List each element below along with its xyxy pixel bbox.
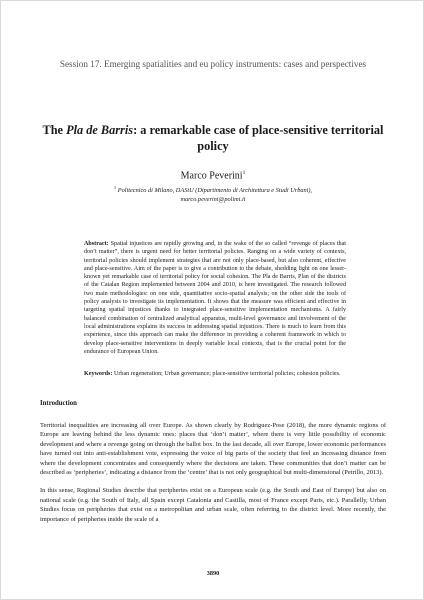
- title-italic: Pla de Barris: [66, 123, 134, 137]
- abstract: [84, 240, 346, 356]
- body-text: [40, 421, 386, 533]
- paper-title: [41, 122, 385, 154]
- title-prefix: The: [42, 123, 67, 137]
- keywords: [84, 370, 346, 378]
- abstract-label: Abstract:: [84, 241, 109, 247]
- affiliation-text: Politecnico di Milano, DAStU (Dipartimento di Architettura e Studi Urbani),: [117, 187, 313, 195]
- affiliation: [41, 184, 385, 204]
- author-name: Marco Peverini: [180, 170, 243, 182]
- author-footnote-mark: 1: [242, 170, 246, 176]
- keywords-text: Urban regeneration; Urban governance; place-sensitive territorial policies; cohesion policies.: [112, 371, 341, 377]
- keywords-label: Keywords:: [84, 371, 113, 377]
- affiliation-footnote-mark: 1: [113, 185, 117, 190]
- section-heading: Introduction: [40, 400, 77, 407]
- page-number: 3890: [206, 570, 220, 577]
- author-email[interactable]: marco.peverini@polimi.it: [180, 195, 246, 203]
- abstract-text: Spatial injustices are rapidly growing and, in the wake of the so called “revenge of places that don’t matter”, there is urgent need for better territorial policies. Ranging on a wide variety of contexts, territorial policies should implement strategies that are not only place-based, but also coherent, effective and place-sensitive. Aim of the paper is to give a contribution to the debate, shedding light on one lesser-known yet remarkable case of territorial policy for social cohesion. The Pla de Barris, Plan of the districts of the Catalan Region implemented between 2004 and 2010, is here investigated. The research followed two main methodologies: on one side, quantitative socio-spatial analysis; on the other side the tools of policy analysis to investigate its implementation. It shows that the measure was efficient and effective in targeting spatial injustices thanks to integrated place-sensitive implementation mechanisms. A fairly balanced combination of centralized analytical apparatus, multi-level governance and involvement of the local administrations explains its success in addressing spatial injustices. There is much to learn from this experience, since this approach can make the difference in providing a coherent framework in which to develop place-sensitive interventions in deeply variable local contexts, that is the crucial point for the endurance of European Union.: [84, 241, 346, 355]
- author-line: [41, 167, 385, 182]
- paragraph: Territorial inequalities are increasing all over Europe. As shown clearly by Rodriguez-Pose (2018), the more dynamic regions of Europe are leaving behind the less dynamic ones: places that ‘don’t matter’, where there is very little possibility of economic development and where a revenge going on through the ballot box. In the last decade, all over Europe, lower economic performances have turned out into anti-establishment vote, expressing the voice of big parts of the society that feel an increasing distance from where the development concentrates and consequently where the decisions are taken. These communities that don’t matter can be described as ‘peripheries’, indicating a distance from the ‘centre’ that is not only geographical but multi-dimensional (Petrillo, 2013).: [40, 422, 386, 477]
- paragraph: In this sense, Regional Studies describe that peripheries exist on a European scale (e.g. the South and East of Europe) but also on national scale (e.g. the South of Italy, all Spain except Catalonia and Castilla, most of France except Paris, etc.). Parallelly, Urban Studies focus on peripheries that exist on a metropolitan and urban scale, often referring to the district level. More recently, the importance of peripheries inside the scale of a: [40, 487, 386, 523]
- session-header: Session 17. Emerging spatialities and eu policy instruments: cases and perspectives: [59, 59, 367, 69]
- title-suffix: : a remarkable case of place-sensitive territorial policy: [133, 123, 384, 153]
